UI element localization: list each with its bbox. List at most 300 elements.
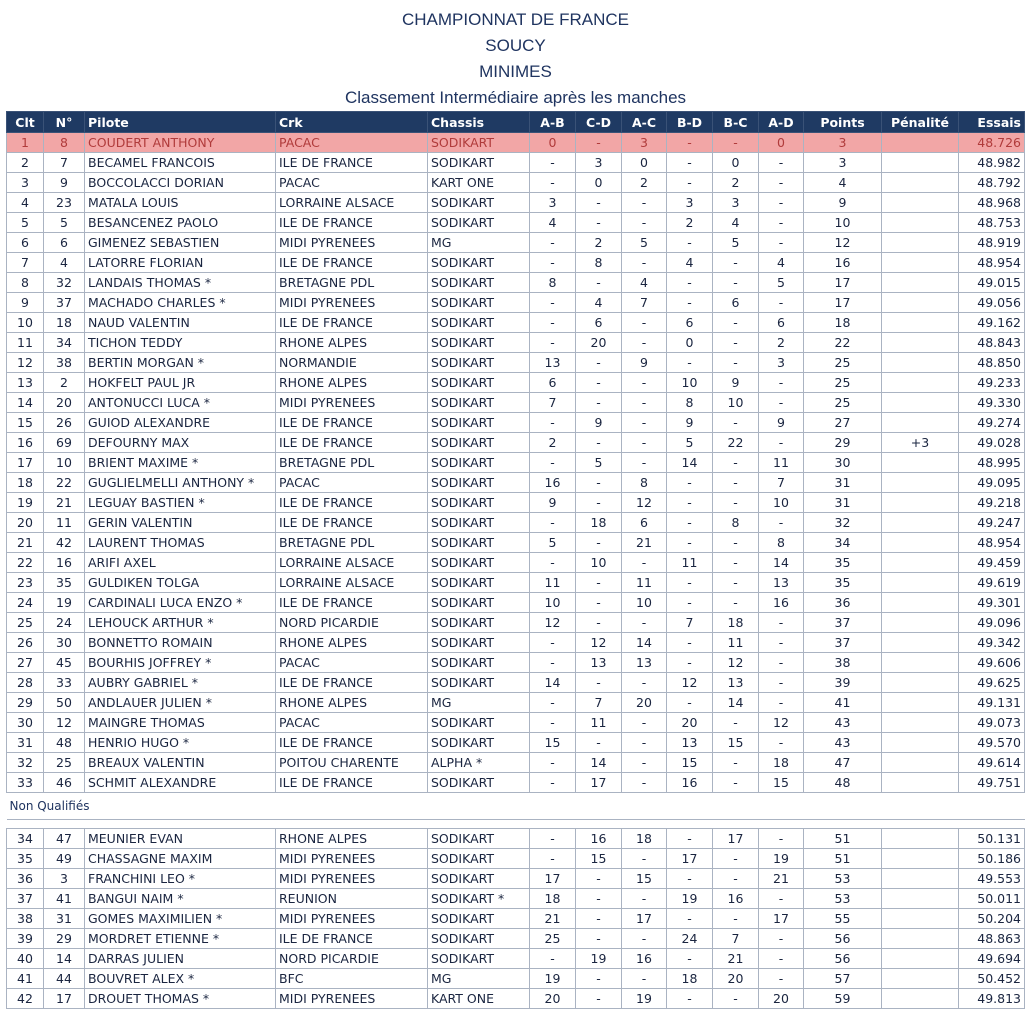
table-row	[7, 293, 1025, 313]
cell-ac: -	[622, 453, 667, 473]
cell-penalty	[882, 989, 959, 1009]
cell-penalty	[882, 373, 959, 393]
cell-pilot: SCHMIT ALEXANDRE	[85, 773, 276, 793]
table-row	[7, 273, 1025, 293]
table-row	[7, 253, 1025, 273]
cell-bd: -	[667, 273, 713, 293]
cell-club: MIDI PYRENEES	[276, 849, 428, 869]
cell-bd: -	[667, 293, 713, 313]
cell-bd: -	[667, 653, 713, 673]
cell-cd: 3	[576, 153, 622, 173]
table-row	[7, 613, 1025, 633]
cell-trials: 49.096	[959, 613, 1025, 633]
cell-chassis: SODIKART	[428, 133, 530, 153]
cell-ad: -	[759, 693, 804, 713]
cell-pilot: FRANCHINI LEO *	[85, 869, 276, 889]
cell-bd: -	[667, 233, 713, 253]
cell-ab: 16	[530, 473, 576, 493]
cell-number: 32	[44, 273, 85, 293]
cell-bd: 2	[667, 213, 713, 233]
cell-trials: 49.015	[959, 273, 1025, 293]
cell-number: 9	[44, 173, 85, 193]
cell-penalty	[882, 889, 959, 909]
cell-trials: 48.968	[959, 193, 1025, 213]
cell-club: MIDI PYRENEES	[276, 869, 428, 889]
cell-ab: -	[530, 513, 576, 533]
cell-ad: 18	[759, 753, 804, 773]
col-header-ad: A-D	[759, 112, 804, 133]
cell-ab: 11	[530, 573, 576, 593]
cell-pilot: GOMES MAXIMILIEN *	[85, 909, 276, 929]
cell-bc: -	[713, 313, 759, 333]
cell-chassis: SODIKART	[428, 493, 530, 513]
cell-penalty	[882, 453, 959, 473]
cell-pilot: GULDIKEN TOLGA	[85, 573, 276, 593]
cell-number: 50	[44, 693, 85, 713]
cell-chassis: SODIKART	[428, 413, 530, 433]
cell-trials: 49.813	[959, 989, 1025, 1009]
cell-chassis: SODIKART	[428, 393, 530, 413]
cell-penalty	[882, 969, 959, 989]
cell-bd: -	[667, 989, 713, 1009]
cell-bc: 0	[713, 153, 759, 173]
cell-penalty	[882, 333, 959, 353]
cell-club: RHONE ALPES	[276, 693, 428, 713]
cell-rank: 3	[7, 173, 44, 193]
cell-cd: -	[576, 273, 622, 293]
cell-penalty	[882, 573, 959, 593]
cell-number: 46	[44, 773, 85, 793]
cell-bd: 12	[667, 673, 713, 693]
cell-cd: -	[576, 473, 622, 493]
cell-bd: -	[667, 693, 713, 713]
cell-club: PACAC	[276, 473, 428, 493]
cell-pilot: HENRIO HUGO *	[85, 733, 276, 753]
cell-cd: -	[576, 133, 622, 153]
cell-penalty	[882, 693, 959, 713]
cell-rank: 17	[7, 453, 44, 473]
col-header-club: Crk	[276, 112, 428, 133]
cell-chassis: SODIKART	[428, 673, 530, 693]
cell-pilot: MACHADO CHARLES *	[85, 293, 276, 313]
cell-rank: 11	[7, 333, 44, 353]
cell-club: RHONE ALPES	[276, 829, 428, 849]
cell-ab: 13	[530, 353, 576, 373]
cell-ad: -	[759, 949, 804, 969]
cell-ad: -	[759, 193, 804, 213]
cell-chassis: SODIKART	[428, 433, 530, 453]
cell-penalty	[882, 733, 959, 753]
cell-bd: -	[667, 173, 713, 193]
cell-rank: 18	[7, 473, 44, 493]
cell-pilot: HOKFELT PAUL JR	[85, 373, 276, 393]
cell-bc: -	[713, 493, 759, 513]
cell-trials: 48.954	[959, 253, 1025, 273]
cell-ad: -	[759, 969, 804, 989]
category-title: MINIMES	[479, 62, 552, 81]
table-row	[7, 553, 1025, 573]
cell-chassis: SODIKART	[428, 473, 530, 493]
cell-ad: -	[759, 613, 804, 633]
cell-trials: 49.056	[959, 293, 1025, 313]
cell-ac: -	[622, 773, 667, 793]
section-gap-cell	[7, 820, 1025, 829]
cell-chassis: SODIKART	[428, 633, 530, 653]
cell-penalty	[882, 849, 959, 869]
cell-rank: 32	[7, 753, 44, 773]
cell-pilot: NAUD VALENTIN	[85, 313, 276, 333]
cell-cd: -	[576, 869, 622, 889]
cell-rank: 28	[7, 673, 44, 693]
cell-bc: 11	[713, 633, 759, 653]
cell-penalty	[882, 253, 959, 273]
cell-rank: 26	[7, 633, 44, 653]
cell-rank: 36	[7, 869, 44, 889]
cell-points: 53	[804, 889, 882, 909]
cell-pilot: CHASSAGNE MAXIM	[85, 849, 276, 869]
cell-penalty	[882, 233, 959, 253]
non-qualified-label: Non Qualifiés	[7, 793, 1025, 820]
table-row	[7, 573, 1025, 593]
cell-club: POITOU CHARENTE	[276, 753, 428, 773]
cell-number: 30	[44, 633, 85, 653]
cell-ab: 15	[530, 733, 576, 753]
cell-chassis: SODIKART	[428, 153, 530, 173]
cell-bd: 5	[667, 433, 713, 453]
cell-points: 39	[804, 673, 882, 693]
section-gap	[7, 820, 1025, 829]
cell-ad: 8	[759, 533, 804, 553]
cell-penalty	[882, 533, 959, 553]
cell-ac: 6	[622, 513, 667, 533]
cell-ad: -	[759, 829, 804, 849]
cell-trials: 48.850	[959, 353, 1025, 373]
cell-bd: -	[667, 473, 713, 493]
cell-trials: 48.954	[959, 533, 1025, 553]
cell-club: MIDI PYRENEES	[276, 233, 428, 253]
cell-trials: 49.751	[959, 773, 1025, 793]
table-row	[7, 193, 1025, 213]
cell-number: 48	[44, 733, 85, 753]
cell-ad: 17	[759, 909, 804, 929]
cell-ad: 5	[759, 273, 804, 293]
cell-cd: 14	[576, 753, 622, 773]
table-row	[7, 333, 1025, 353]
cell-ab: 0	[530, 133, 576, 153]
cell-chassis: SODIKART	[428, 849, 530, 869]
cell-rank: 23	[7, 573, 44, 593]
cell-number: 10	[44, 453, 85, 473]
cell-bd: -	[667, 153, 713, 173]
cell-cd: 18	[576, 513, 622, 533]
cell-ac: 18	[622, 829, 667, 849]
cell-pilot: DEFOURNY MAX	[85, 433, 276, 453]
cell-chassis: SODIKART	[428, 929, 530, 949]
championship-title: CHAMPIONNAT DE FRANCE	[401, 10, 629, 29]
cell-cd: -	[576, 433, 622, 453]
table-row	[7, 889, 1025, 909]
cell-penalty	[882, 313, 959, 333]
cell-ab: -	[530, 713, 576, 733]
cell-trials: 50.452	[959, 969, 1025, 989]
cell-cd: 5	[576, 453, 622, 473]
cell-pilot: ANDLAUER JULIEN *	[85, 693, 276, 713]
cell-pilot: COUDERT ANTHONY	[85, 133, 276, 153]
cell-penalty	[882, 413, 959, 433]
cell-ab: -	[530, 773, 576, 793]
cell-rank: 6	[7, 233, 44, 253]
cell-club: LORRAINE ALSACE	[276, 573, 428, 593]
cell-ac: -	[622, 213, 667, 233]
cell-bc: -	[713, 273, 759, 293]
cell-penalty	[882, 213, 959, 233]
cell-ac: 13	[622, 653, 667, 673]
cell-pilot: LATORRE FLORIAN	[85, 253, 276, 273]
cell-ab: 17	[530, 869, 576, 889]
cell-trials: 49.614	[959, 753, 1025, 773]
cell-points: 53	[804, 869, 882, 889]
cell-ac: -	[622, 849, 667, 869]
cell-chassis: SODIKART	[428, 829, 530, 849]
cell-points: 27	[804, 413, 882, 433]
cell-chassis: SODIKART	[428, 553, 530, 573]
col-header-ab: A-B	[530, 112, 576, 133]
cell-trials: 49.095	[959, 473, 1025, 493]
cell-points: 16	[804, 253, 882, 273]
cell-ab: -	[530, 313, 576, 333]
cell-penalty: +3	[882, 433, 959, 453]
cell-cd: 4	[576, 293, 622, 313]
cell-ad: 10	[759, 493, 804, 513]
cell-ad: -	[759, 233, 804, 253]
cell-ab: -	[530, 553, 576, 573]
cell-club: ILE DE FRANCE	[276, 593, 428, 613]
table-row	[7, 929, 1025, 949]
cell-bd: 16	[667, 773, 713, 793]
cell-club: NORMANDIE	[276, 353, 428, 373]
cell-ab: 14	[530, 673, 576, 693]
cell-club: LORRAINE ALSACE	[276, 553, 428, 573]
cell-bc: -	[713, 989, 759, 1009]
cell-ac: 10	[622, 593, 667, 613]
cell-bd: 9	[667, 413, 713, 433]
cell-rank: 1	[7, 133, 44, 153]
cell-ad: -	[759, 633, 804, 653]
cell-ad: 9	[759, 413, 804, 433]
cell-trials: 48.863	[959, 929, 1025, 949]
cell-pilot: MEUNIER EVAN	[85, 829, 276, 849]
cell-bd: 15	[667, 753, 713, 773]
cell-ab: -	[530, 333, 576, 353]
cell-cd: 19	[576, 949, 622, 969]
cell-points: 31	[804, 473, 882, 493]
cell-club: MIDI PYRENEES	[276, 909, 428, 929]
table-row	[7, 653, 1025, 673]
table-row	[7, 453, 1025, 473]
col-header-rank: Clt	[7, 112, 44, 133]
cell-ab: 4	[530, 213, 576, 233]
cell-cd: -	[576, 573, 622, 593]
cell-trials: 49.553	[959, 869, 1025, 889]
cell-penalty	[882, 173, 959, 193]
cell-pilot: BECAMEL FRANCOIS	[85, 153, 276, 173]
cell-ad: -	[759, 653, 804, 673]
cell-points: 29	[804, 433, 882, 453]
cell-chassis: SODIKART	[428, 909, 530, 929]
cell-ad: 20	[759, 989, 804, 1009]
table-row	[7, 373, 1025, 393]
cell-trials: 49.625	[959, 673, 1025, 693]
cell-ad: 7	[759, 473, 804, 493]
classification-title: Classement Intermédiaire après les manches	[344, 88, 687, 107]
cell-penalty	[882, 273, 959, 293]
cell-penalty	[882, 653, 959, 673]
cell-chassis: SODIKART	[428, 573, 530, 593]
cell-bc: -	[713, 553, 759, 573]
table-row	[7, 133, 1025, 153]
cell-ac: -	[622, 713, 667, 733]
cell-ac: 20	[622, 693, 667, 713]
cell-penalty	[882, 193, 959, 213]
cell-bd: 13	[667, 733, 713, 753]
cell-bc: -	[713, 133, 759, 153]
cell-bc: -	[713, 533, 759, 553]
cell-number: 8	[44, 133, 85, 153]
cell-number: 31	[44, 909, 85, 929]
cell-chassis: SODIKART	[428, 353, 530, 373]
cell-points: 36	[804, 593, 882, 613]
cell-ac: -	[622, 333, 667, 353]
cell-bc: -	[713, 753, 759, 773]
cell-points: 41	[804, 693, 882, 713]
cell-club: RHONE ALPES	[276, 373, 428, 393]
cell-rank: 12	[7, 353, 44, 373]
cell-number: 45	[44, 653, 85, 673]
cell-bd: 0	[667, 333, 713, 353]
cell-bd: -	[667, 869, 713, 889]
cell-ad: 16	[759, 593, 804, 613]
cell-ab: -	[530, 753, 576, 773]
cell-cd: 20	[576, 333, 622, 353]
table-row	[7, 173, 1025, 193]
cell-club: RHONE ALPES	[276, 633, 428, 653]
cell-ad: -	[759, 733, 804, 753]
cell-club: ILE DE FRANCE	[276, 733, 428, 753]
cell-ab: -	[530, 253, 576, 273]
cell-points: 30	[804, 453, 882, 473]
cell-bc: -	[713, 593, 759, 613]
cell-cd: -	[576, 213, 622, 233]
cell-ad: 14	[759, 553, 804, 573]
cell-points: 43	[804, 713, 882, 733]
table-row	[7, 693, 1025, 713]
cell-points: 35	[804, 573, 882, 593]
cell-bc: -	[713, 573, 759, 593]
cell-ab: -	[530, 233, 576, 253]
cell-penalty	[882, 393, 959, 413]
cell-number: 47	[44, 829, 85, 849]
cell-ac: 11	[622, 573, 667, 593]
table-row	[7, 313, 1025, 333]
cell-points: 9	[804, 193, 882, 213]
cell-penalty	[882, 633, 959, 653]
cell-trials: 49.619	[959, 573, 1025, 593]
cell-bc: 13	[713, 673, 759, 693]
cell-cd: 7	[576, 693, 622, 713]
cell-bc: 8	[713, 513, 759, 533]
cell-cd: -	[576, 673, 622, 693]
cell-points: 48	[804, 773, 882, 793]
cell-pilot: CARDINALI LUCA ENZO *	[85, 593, 276, 613]
cell-cd: -	[576, 889, 622, 909]
cell-rank: 25	[7, 613, 44, 633]
cell-points: 31	[804, 493, 882, 513]
cell-chassis: SODIKART	[428, 273, 530, 293]
cell-club: RHONE ALPES	[276, 333, 428, 353]
cell-number: 35	[44, 573, 85, 593]
cell-number: 2	[44, 373, 85, 393]
cell-bc: -	[713, 869, 759, 889]
cell-pilot: BOCCOLACCI DORIAN	[85, 173, 276, 193]
cell-ac: -	[622, 393, 667, 413]
cell-pilot: ARIFI AXEL	[85, 553, 276, 573]
cell-bc: -	[713, 333, 759, 353]
cell-penalty	[882, 493, 959, 513]
cell-ab: 3	[530, 193, 576, 213]
cell-points: 32	[804, 513, 882, 533]
cell-rank: 19	[7, 493, 44, 513]
cell-ac: 5	[622, 233, 667, 253]
cell-points: 37	[804, 633, 882, 653]
cell-cd: 6	[576, 313, 622, 333]
cell-club: NORD PICARDIE	[276, 613, 428, 633]
cell-ad: 21	[759, 869, 804, 889]
cell-bc: -	[713, 773, 759, 793]
cell-pilot: BOURHIS JOFFREY *	[85, 653, 276, 673]
cell-rank: 33	[7, 773, 44, 793]
cell-chassis: KART ONE	[428, 989, 530, 1009]
cell-penalty	[882, 869, 959, 889]
cell-trials: 48.843	[959, 333, 1025, 353]
cell-penalty	[882, 293, 959, 313]
cell-ab: 21	[530, 909, 576, 929]
cell-bc: 18	[713, 613, 759, 633]
cell-rank: 22	[7, 553, 44, 573]
cell-points: 56	[804, 949, 882, 969]
cell-chassis: SODIKART	[428, 193, 530, 213]
cell-cd: 12	[576, 633, 622, 653]
cell-cd: 8	[576, 253, 622, 273]
cell-ad: 2	[759, 333, 804, 353]
cell-number: 33	[44, 673, 85, 693]
cell-ad: 15	[759, 773, 804, 793]
cell-pilot: ANTONUCCI LUCA *	[85, 393, 276, 413]
cell-pilot: AUBRY GABRIEL *	[85, 673, 276, 693]
cell-pilot: GERIN VALENTIN	[85, 513, 276, 533]
cell-rank: 24	[7, 593, 44, 613]
cell-ab: -	[530, 849, 576, 869]
cell-bd: -	[667, 593, 713, 613]
cell-ab: 9	[530, 493, 576, 513]
cell-penalty	[882, 133, 959, 153]
cell-club: PACAC	[276, 173, 428, 193]
cell-ac: 8	[622, 473, 667, 493]
cell-points: 25	[804, 353, 882, 373]
cell-bd: -	[667, 909, 713, 929]
cell-club: MIDI PYRENEES	[276, 393, 428, 413]
cell-number: 29	[44, 929, 85, 949]
cell-bc: 20	[713, 969, 759, 989]
